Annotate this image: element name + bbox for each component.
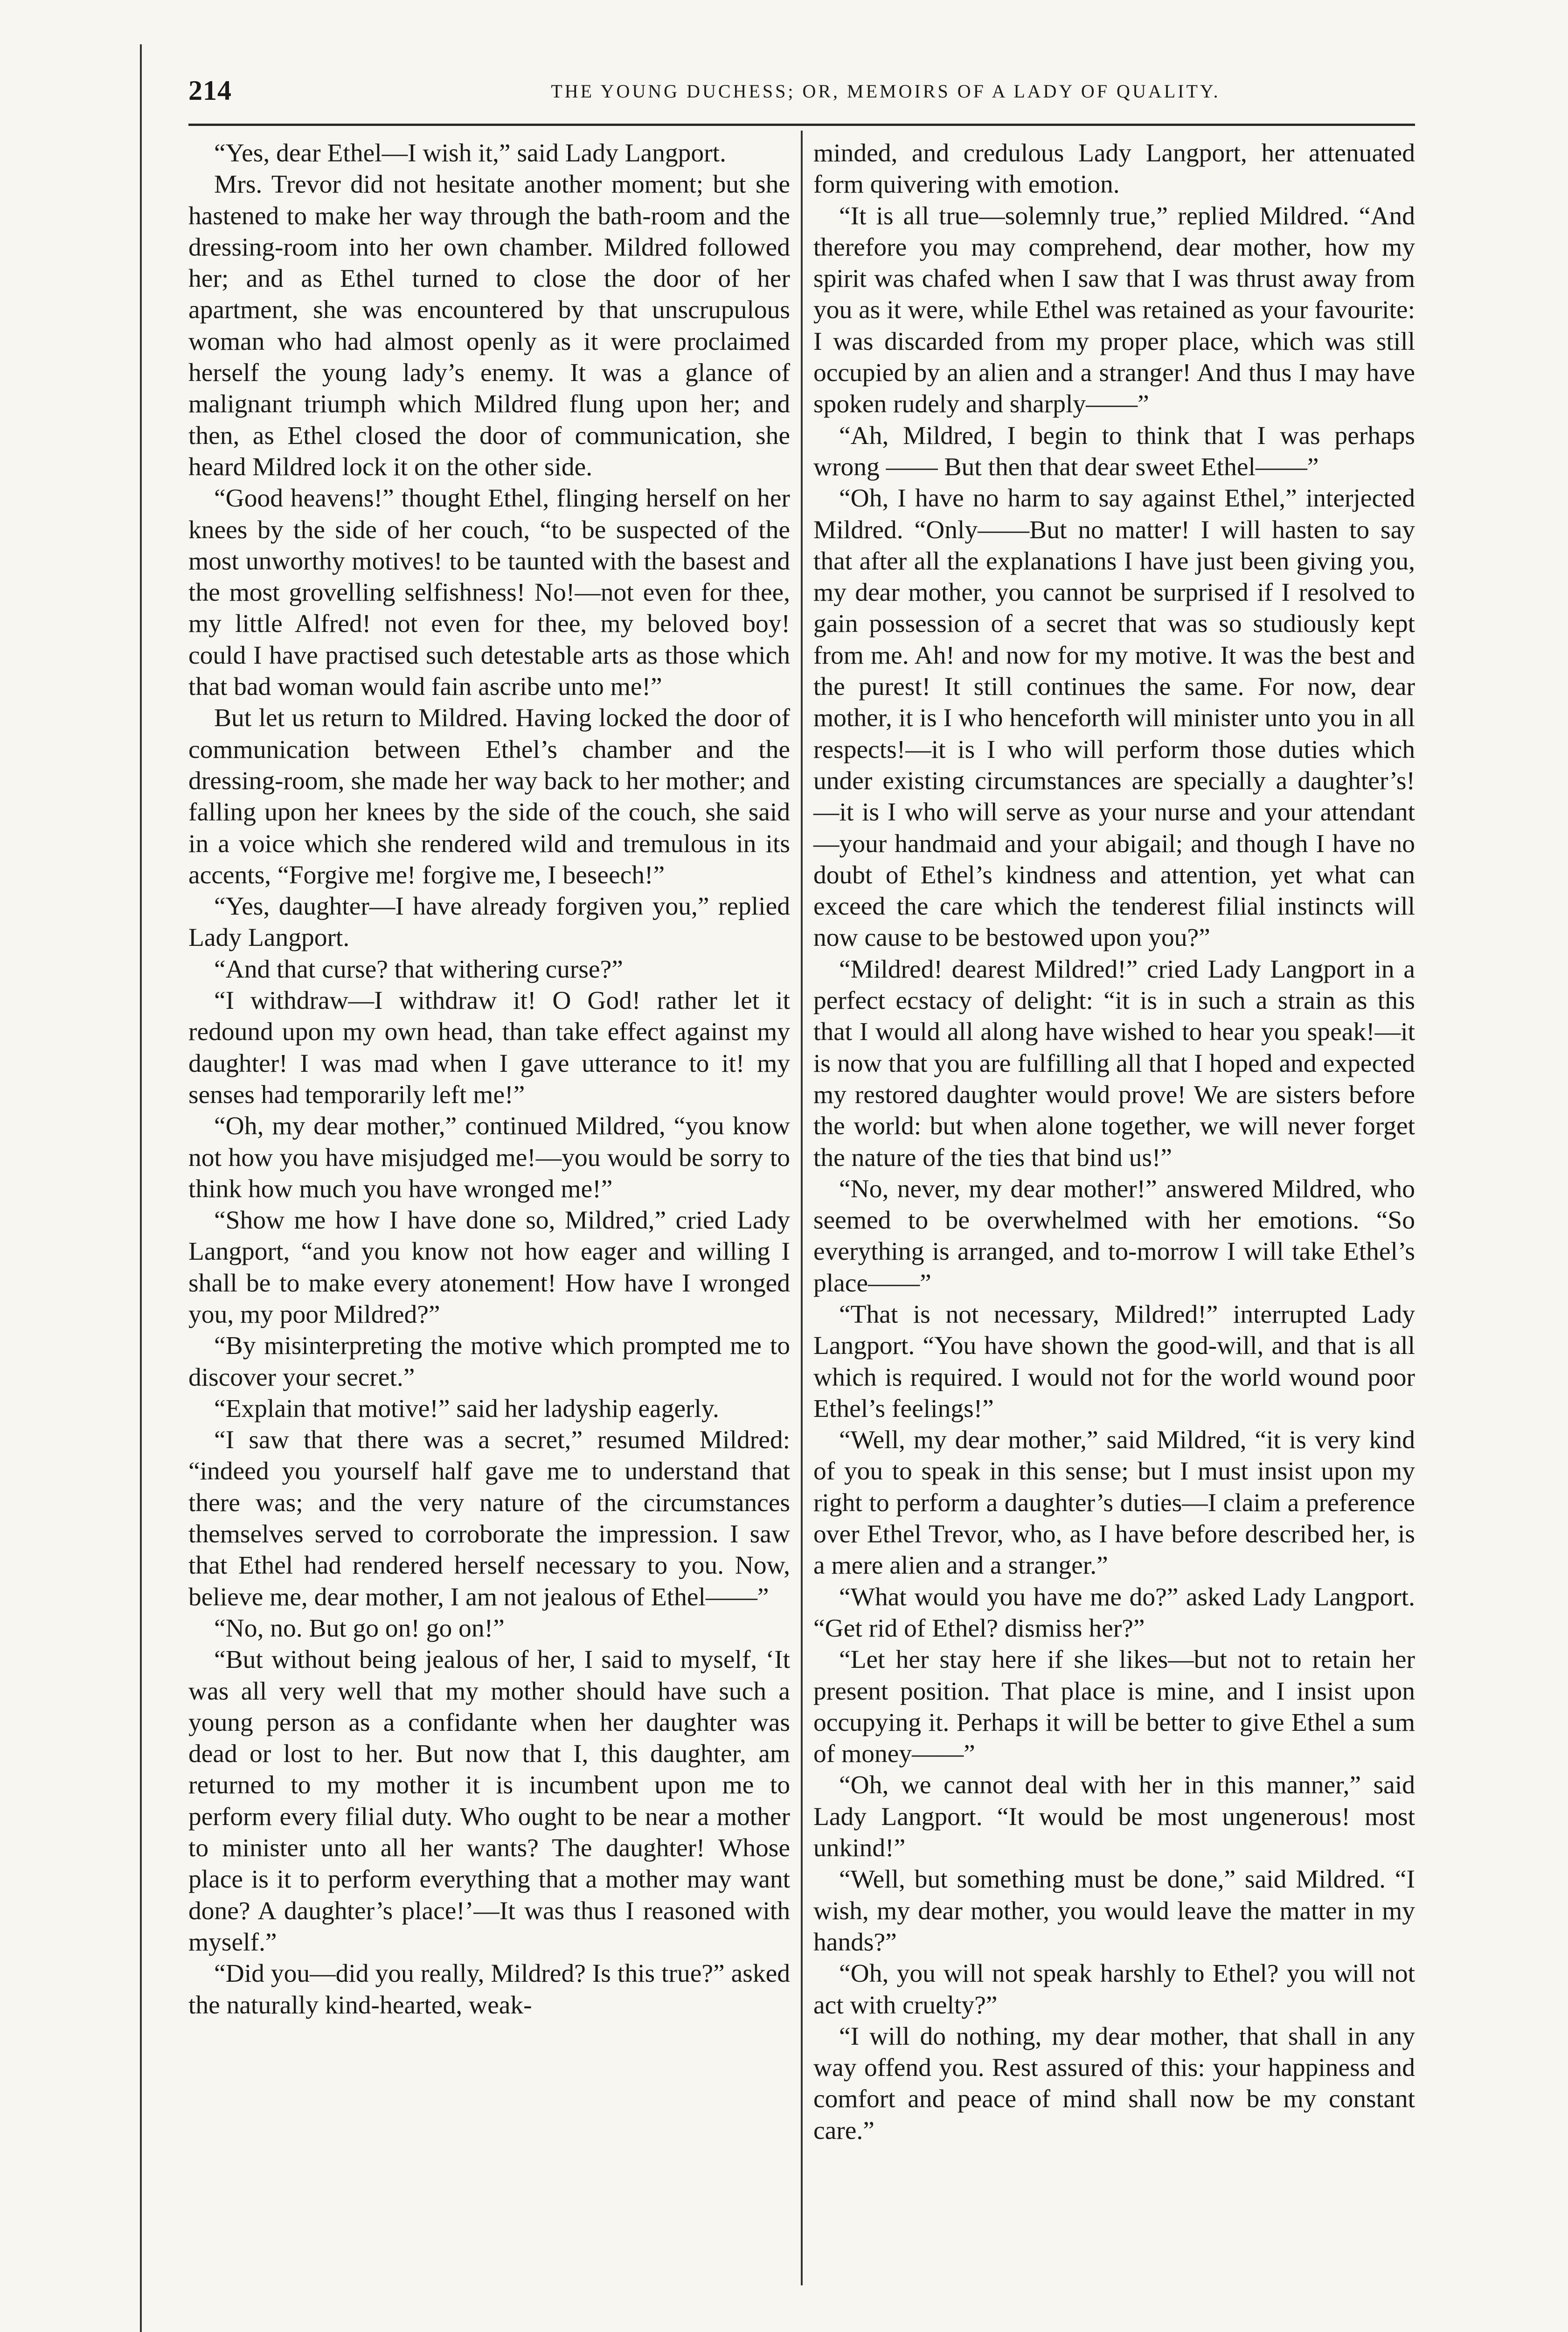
- paragraph: “Good heavens!” thought Ethel, flinging herself on her knees by the side of her couch, “to be suspected of the most unworthy motives! to be taunted with the basest and the most grovelling selfishness! No!—not even for thee, my little Alfred! not even for thee, my beloved boy! could I have practised such detestable arts as those which that bad woman would fain ascribe unto me!”: [188, 484, 790, 701]
- paragraph: “I will do nothing, my dear mother, that shall in any way offend you. Rest assured of this: your happiness and comfort and peace of mind shall now be my constant care.”: [813, 2022, 1415, 2145]
- page-header: [188, 70, 1420, 121]
- page-frame: [140, 44, 1443, 2332]
- paragraph: “Did you—did you really, Mildred? Is this true?” asked the naturally kind-hearted, weak-: [188, 1959, 790, 2020]
- running-head: THE YOUNG DUCHESS; OR, MEMOIRS OF A LADY OF QUALITY.: [551, 81, 1221, 102]
- paragraph: “I saw that there was a secret,” resumed Mildred: “indeed you yourself half gave me to understand that there was; and the very nature of the circumstances themselves served to corroborate the impression. I saw that Ethel had rendered herself necessary to you. Now, believe me, dear mother, I am not jealous of Ethel——”: [188, 1426, 790, 1611]
- paragraph: “Ah, Mildred, I begin to think that I was perhaps wrong —— But then that dear sweet Ethel——”: [813, 421, 1415, 481]
- paragraph-continued: minded, and credulous Lady Langport, her attenuated form quivering with emotion.: [813, 139, 1415, 199]
- paragraph: “Oh, we cannot deal with her in this manner,” said Lady Langport. “It would be most ungenerous! most unkind!”: [813, 1771, 1415, 1863]
- paragraph: “Well, my dear mother,” said Mildred, “it is very kind of you to speak in this sense; but I must insist upon my right to perform a daughter’s duties—I claim a preference over Ethel Trevor, who, as I have before described her, is a mere alien and a stranger.”: [813, 1426, 1415, 1580]
- paragraph: Mrs. Trevor did not hesitate another moment; but she hastened to make her way through the bath-room and the dressing-room into her own chamber. Mildred followed her; and as Ethel turned to close the door of her apartment, she was encountered by that unscrupulous woman who had almost openly as it were proclaimed herself the young lady’s enemy. It was a glance of malignant triumph which Mildred flung upon her; and then, as Ethel closed the door of communication, she heard Mildred lock it on the other side.: [188, 170, 790, 481]
- paragraph: “I withdraw—I withdraw it! O God! rather let it redound upon my own head, than take effect against my daughter! I was mad when I gave utterance to it! my senses had temporarily left me!”: [188, 986, 790, 1109]
- paragraph: “Oh, I have no harm to say against Ethel,” interjected Mildred. “Only——But no matter! I will hasten to say that after all the explanations I have just been giving you, my dear mother, you cannot be surprised if I resolved to gain possession of a secret that was so studiously kept from me. Ah! and now for my motive. It was the best and the purest! It still continues the same. For now, dear mother, it is I who henceforth will minister unto you in all respects!—it is I who will perform those duties which under existing circumstances are specially a daughter’s!—it is I who will serve as your nurse and your attendant—your handmaid and your abigail; and though I have no doubt of Ethel’s kindness and attention, yet what can exceed the care which the tenderest filial instincts will now cause to be bestowed upon you?”: [813, 484, 1415, 952]
- paragraph: “By misinterpreting the motive which prompted me to discover your secret.”: [188, 1332, 790, 1392]
- paragraph: “It is all true—solemnly true,” replied Mildred. “And therefore you may comprehend, dear mother, how my spirit was chafed when I saw that I was thrust away from you as it were, while Ethel was retained as your favourite: I was discarded from my proper place, which was still occupied by an alien and a stranger! And thus I may have spoken rudely and sharply——”: [813, 201, 1415, 419]
- paragraph: “Let her stay here if she likes—but not to retain her present position. That place is mine, and I insist upon occupying it. Perhaps it will be better to give Ethel a sum of money——”: [813, 1645, 1415, 1769]
- paragraph: “That is not necessary, Mildred!” interrupted Lady Langport. “You have shown the good-will, and that is all which is required. I would not for the world wound poor Ethel’s feelings!”: [813, 1300, 1415, 1423]
- paragraph: “Oh, you will not speak harshly to Ethel? you will not act with cruelty?”: [813, 1959, 1415, 2020]
- left-column: [188, 138, 790, 2021]
- paragraph: “Yes, daughter—I have already forgiven you,” replied Lady Langport.: [188, 892, 790, 952]
- paragraph: “What would you have me do?” asked Lady Langport. “Get rid of Ethel? dismiss her?”: [813, 1582, 1415, 1643]
- column-divider: [801, 131, 803, 2285]
- paragraph: “No, no. But go on! go on!”: [214, 1614, 505, 1643]
- page-number: 214: [188, 75, 232, 106]
- paragraph: But let us return to Mildred. Having locked the door of communication between Ethel’s chamber and the dressing-room, she made her way back to her mother; and falling upon her knees by the side of the couch, she said in a voice which she rendered wild and tremulous in its accents, “Forgive me! forgive me, I beseech!”: [188, 704, 790, 889]
- paragraph: “Show me how I have done so, Mildred,” cried Lady Langport, “and you know not how eager and willing I shall be to make every atonement! How have I wronged you, my poor Mildred?”: [188, 1206, 790, 1329]
- paragraph: “Explain that motive!” said her ladyship eagerly.: [214, 1394, 719, 1423]
- paragraph: “No, never, my dear mother!” answered Mildred, who seemed to be overwhelmed with her emotions. “So everything is arranged, and to-morrow I will take Ethel’s place——”: [813, 1174, 1415, 1298]
- right-column: [813, 138, 1415, 2146]
- paragraph: “But without being jealous of her, I said to myself, ‘It was all very well that my mother should have such a young person as a confidante when her daughter was dead or lost to her. But now that I, this daughter, am returned to my mother it is incumbent upon me to perform every filial duty. Who ought to be near a mother to minister unto all her wants? The daughter! Whose place is it to perform everything that a mother may want done? A daughter’s place!’—It was thus I reasoned with myself.”: [188, 1645, 790, 1957]
- header-rule: [188, 124, 1415, 126]
- paragraph: “And that curse? that withering curse?”: [214, 955, 623, 984]
- paragraph: “Well, but something must be done,” said Mildred. “I wish, my dear mother, you would leave the matter in my hands?”: [813, 1865, 1415, 1957]
- paragraph: “Mildred! dearest Mildred!” cried Lady Langport in a perfect ecstacy of delight: “it is in such a strain as this that I would all along have wished to hear you speak!—it is now that you are fulfilling all that I hoped and expected my restored daughter would prove! We are sisters before the world: but when alone together, we will never forget the nature of the ties that bind us!”: [813, 955, 1415, 1172]
- paragraph: “Yes, dear Ethel—I wish it,” said Lady Langport.: [214, 139, 726, 167]
- paragraph: “Oh, my dear mother,” continued Mildred, “you know not how you have misjudged me!—you would be sorry to think how much you have wronged me!”: [188, 1112, 790, 1203]
